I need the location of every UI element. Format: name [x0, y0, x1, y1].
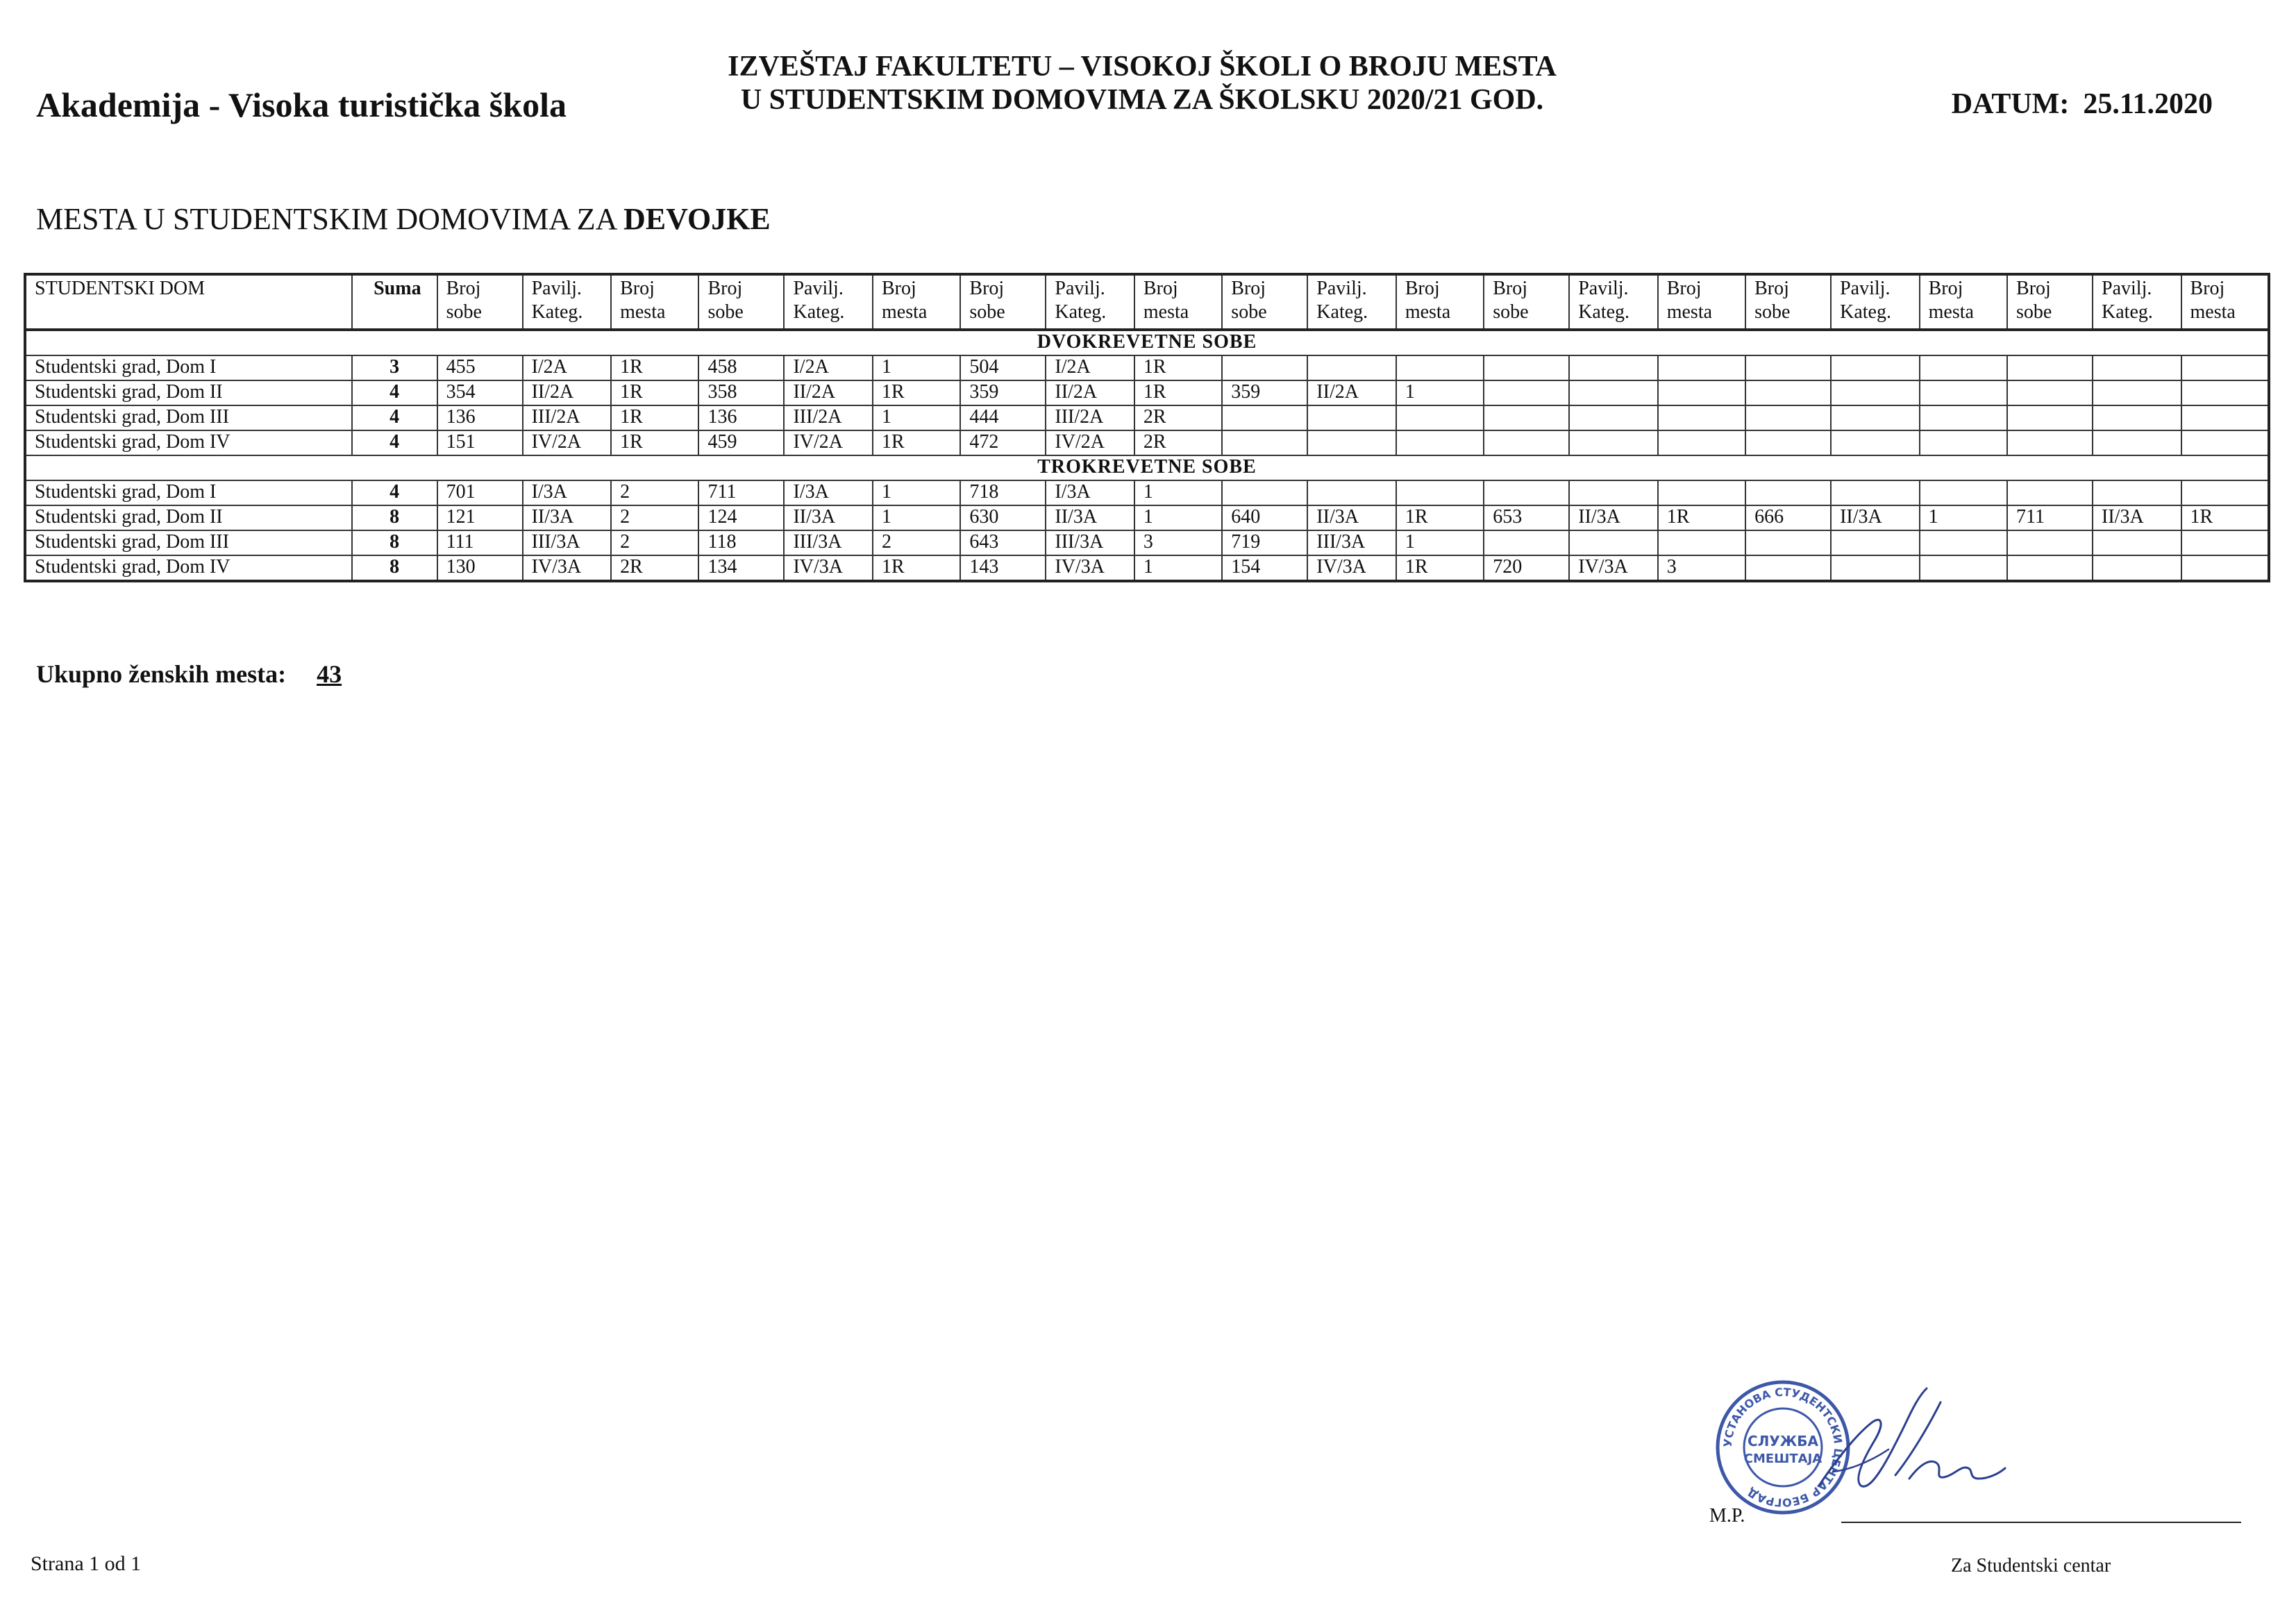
column-header-room-line-2: sobe — [707, 301, 744, 323]
pavilion-category-cell: III/3A — [1307, 530, 1396, 555]
room-number-cell: 653 — [1484, 505, 1569, 530]
places-cell — [1396, 430, 1484, 455]
room-number-cell — [1222, 355, 1307, 380]
table-row — [25, 480, 2269, 505]
pavilion-category-cell — [1569, 530, 1658, 555]
pavilion-category-cell: IV/3A — [523, 555, 612, 581]
places-cell: 2 — [873, 530, 960, 555]
places-cell — [2181, 430, 2269, 455]
places-cell: 1 — [873, 505, 960, 530]
sum-cell: 4 — [352, 480, 437, 505]
column-header-room — [698, 274, 784, 330]
room-number-cell — [1484, 380, 1569, 405]
places-cell — [2181, 555, 2269, 581]
pavilion-category-cell: I/2A — [1046, 355, 1134, 380]
room-number-cell — [1222, 405, 1307, 430]
places-cell: 1R — [873, 430, 960, 455]
dorm-name-cell: Studentski grad, Dom II — [25, 505, 352, 530]
column-header-room-line-2: sobe — [446, 301, 482, 323]
column-header-room-line-2: sobe — [1754, 301, 1791, 323]
pavilion-category-cell — [2093, 405, 2181, 430]
column-header-room — [437, 274, 523, 330]
table-row — [25, 555, 2269, 581]
places-cell: 1 — [1920, 505, 2007, 530]
page-number: Strana 1 od 1 — [31, 1552, 142, 1575]
column-header-sum: Suma — [352, 274, 437, 330]
places-cell: 1R — [2181, 505, 2269, 530]
section-heading — [36, 201, 771, 237]
pavilion-category-cell: II/3A — [1307, 505, 1396, 530]
room-number-cell: 643 — [960, 530, 1046, 555]
column-header-room-line-2: sobe — [2016, 301, 2052, 323]
places-cell — [2181, 480, 2269, 505]
places-cell — [1920, 480, 2007, 505]
pavilion-category-cell: II/3A — [1831, 505, 1920, 530]
pavilion-category-cell: II/3A — [784, 505, 873, 530]
room-number-cell: 136 — [437, 405, 523, 430]
places-cell: 2R — [611, 555, 698, 581]
sum-cell: 4 — [352, 405, 437, 430]
room-number-cell — [2007, 430, 2093, 455]
dorm-places-table — [24, 273, 2270, 582]
room-number-cell: 458 — [698, 355, 784, 380]
places-cell — [1920, 530, 2007, 555]
places-cell: 1R — [873, 380, 960, 405]
column-header-places-line-2: mesta — [2190, 301, 2236, 323]
room-number-cell — [2007, 380, 2093, 405]
pavilion-category-cell — [1569, 430, 1658, 455]
room-number-cell: 359 — [1222, 380, 1307, 405]
sum-cell: 4 — [352, 430, 437, 455]
places-cell — [2181, 405, 2269, 430]
room-number-cell: 136 — [698, 405, 784, 430]
column-header-category — [1831, 274, 1920, 330]
dorm-name-cell: Studentski grad, Dom IV — [25, 555, 352, 581]
sum-cell: 3 — [352, 355, 437, 380]
column-header-category-line-2: Kateg. — [793, 301, 845, 323]
report-title — [694, 50, 1590, 117]
signature-caption: Za Studentski centar — [1951, 1555, 2111, 1576]
column-header-places — [2181, 274, 2269, 330]
room-number-cell — [2007, 555, 2093, 581]
column-header-category-line-2: Kateg. — [1578, 301, 1630, 323]
section-heading-prefix: MESTA U STUDENTSKIM DOMOVIMA ZA — [36, 202, 616, 236]
column-header-places-line-1: Broj — [620, 278, 655, 299]
pavilion-category-cell: III/3A — [1046, 530, 1134, 555]
places-cell: 1 — [1396, 380, 1484, 405]
dorm-name-cell: Studentski grad, Dom II — [25, 380, 352, 405]
column-header-room-line-2: sobe — [1231, 301, 1267, 323]
places-cell: 1 — [873, 480, 960, 505]
column-header-places — [873, 274, 960, 330]
column-header-category — [784, 274, 873, 330]
pavilion-category-cell — [1307, 480, 1396, 505]
column-header-category-line-2: Kateg. — [1840, 301, 1891, 323]
places-cell — [1920, 380, 2007, 405]
places-cell — [1396, 405, 1484, 430]
places-cell — [1658, 355, 1745, 380]
total-female-places — [36, 659, 342, 689]
room-number-cell — [1484, 405, 1569, 430]
column-header-category-line-2: Kateg. — [531, 301, 583, 323]
places-cell: 1 — [873, 405, 960, 430]
places-cell — [2181, 355, 2269, 380]
pavilion-category-cell: III/3A — [784, 530, 873, 555]
pavilion-category-cell: III/2A — [784, 405, 873, 430]
room-number-cell — [1484, 530, 1569, 555]
dorm-name-cell: Studentski grad, Dom I — [25, 480, 352, 505]
stamp-line-2: СМЕШТАЈА — [1743, 1452, 1822, 1466]
room-number-cell: 666 — [1745, 505, 1831, 530]
column-header-places-line-2: mesta — [1666, 301, 1713, 323]
column-header-places-line-1: Broj — [882, 278, 916, 299]
places-cell — [1920, 555, 2007, 581]
pavilion-category-cell: II/2A — [523, 380, 612, 405]
column-header-room-line-2: sobe — [969, 301, 1005, 323]
table-row — [25, 505, 2269, 530]
room-number-cell: 455 — [437, 355, 523, 380]
room-number-cell: 154 — [1222, 555, 1307, 581]
column-header-category-line-1: Pavilj. — [1578, 278, 1629, 299]
pavilion-category-cell — [2093, 380, 2181, 405]
places-cell: 1 — [1134, 505, 1222, 530]
room-number-cell — [1222, 430, 1307, 455]
places-cell: 2 — [611, 480, 698, 505]
column-header-room-line-1: Broj — [969, 278, 1005, 299]
column-header-room — [1222, 274, 1307, 330]
pavilion-category-cell: III/3A — [523, 530, 612, 555]
pavilion-category-cell — [1569, 355, 1658, 380]
room-number-cell: 124 — [698, 505, 784, 530]
column-header-category — [523, 274, 612, 330]
column-header-room — [1484, 274, 1569, 330]
room-number-cell — [1745, 480, 1831, 505]
room-number-cell: 354 — [437, 380, 523, 405]
places-cell — [1920, 430, 2007, 455]
dorm-name-cell: Studentski grad, Dom III — [25, 405, 352, 430]
pavilion-category-cell — [1831, 480, 1920, 505]
pavilion-category-cell: I/3A — [523, 480, 612, 505]
room-number-cell — [1745, 355, 1831, 380]
column-header-room-line-1: Broj — [2016, 278, 2051, 299]
room-number-cell: 359 — [960, 380, 1046, 405]
places-cell — [1658, 380, 1745, 405]
column-header-places-line-2: mesta — [882, 301, 928, 323]
column-header-category — [2093, 274, 2181, 330]
stamp-ring-text: УСТАНОВА СТУДЕНТСКИ ЦЕНТАР БЕОГРАД — [1720, 1385, 1845, 1510]
places-cell — [1658, 530, 1745, 555]
room-number-cell — [2007, 530, 2093, 555]
signature-line — [1841, 1522, 2241, 1523]
pavilion-category-cell — [1831, 555, 1920, 581]
pavilion-category-cell: II/3A — [2093, 505, 2181, 530]
pavilion-category-cell — [1569, 405, 1658, 430]
pavilion-category-cell — [2093, 355, 2181, 380]
room-number-cell — [1484, 355, 1569, 380]
room-number-cell: 459 — [698, 430, 784, 455]
room-number-cell: 701 — [437, 480, 523, 505]
table-row — [25, 380, 2269, 405]
places-cell: 1R — [1134, 355, 1222, 380]
column-header-category — [1569, 274, 1658, 330]
room-number-cell: 111 — [437, 530, 523, 555]
seal-place-label: M.P. — [1709, 1505, 1745, 1527]
institution-name: Akademija - Visoka turistička škola — [36, 85, 567, 124]
group-row-double-rooms — [25, 330, 2269, 355]
pavilion-category-cell: II/2A — [1046, 380, 1134, 405]
places-cell — [1920, 355, 2007, 380]
pavilion-category-cell — [1831, 380, 1920, 405]
date-value: 25.11.2020 — [2083, 88, 2213, 120]
pavilion-category-cell: II/3A — [1046, 505, 1134, 530]
pavilion-category-cell — [1307, 355, 1396, 380]
places-cell — [2181, 530, 2269, 555]
pavilion-category-cell: II/2A — [784, 380, 873, 405]
column-header-category-line-1: Pavilj. — [2102, 278, 2152, 299]
report-title-line-2: U STUDENTSKIM DOMOVIMA ZA ŠKOLSKU 2020/21 GOD. — [740, 84, 1544, 116]
total-value: 43 — [317, 660, 342, 688]
places-cell: 3 — [1658, 555, 1745, 581]
pavilion-category-cell: I/3A — [1046, 480, 1134, 505]
room-number-cell — [2007, 480, 2093, 505]
pavilion-category-cell — [2093, 530, 2181, 555]
room-number-cell — [1484, 430, 1569, 455]
room-number-cell: 358 — [698, 380, 784, 405]
sum-cell: 8 — [352, 555, 437, 581]
report-date — [1952, 87, 2213, 121]
dorm-name-cell: Studentski grad, Dom I — [25, 355, 352, 380]
places-cell: 1R — [1396, 505, 1484, 530]
places-cell — [1920, 405, 2007, 430]
room-number-cell — [2007, 355, 2093, 380]
pavilion-category-cell: I/2A — [523, 355, 612, 380]
room-number-cell: 504 — [960, 355, 1046, 380]
room-number-cell — [1745, 380, 1831, 405]
room-number-cell: 130 — [437, 555, 523, 581]
places-cell: 2 — [611, 530, 698, 555]
table-header-row — [25, 274, 2269, 330]
pavilion-category-cell — [1831, 355, 1920, 380]
places-cell — [1658, 405, 1745, 430]
places-cell: 2R — [1134, 430, 1222, 455]
room-number-cell: 711 — [2007, 505, 2093, 530]
pavilion-category-cell: III/2A — [523, 405, 612, 430]
column-header-places-line-1: Broj — [1666, 278, 1702, 299]
dorm-name-cell: Studentski grad, Dom III — [25, 530, 352, 555]
room-number-cell: 720 — [1484, 555, 1569, 581]
column-header-category-line-1: Pavilj. — [793, 278, 844, 299]
column-header-places — [611, 274, 698, 330]
pavilion-category-cell — [1307, 405, 1396, 430]
pavilion-category-cell — [1307, 430, 1396, 455]
pavilion-category-cell — [1569, 480, 1658, 505]
room-number-cell: 630 — [960, 505, 1046, 530]
dorm-name-cell: Studentski grad, Dom IV — [25, 430, 352, 455]
column-header-room — [960, 274, 1046, 330]
pavilion-category-cell — [1831, 530, 1920, 555]
room-number-cell: 118 — [698, 530, 784, 555]
date-label: DATUM: — [1951, 88, 2070, 120]
places-cell: 1R — [873, 555, 960, 581]
column-header-category-line-1: Pavilj. — [531, 278, 582, 299]
places-cell: 1R — [1658, 505, 1745, 530]
pavilion-category-cell: II/3A — [523, 505, 612, 530]
column-header-room-line-1: Broj — [1754, 278, 1789, 299]
room-number-cell — [1222, 480, 1307, 505]
section-heading-emphasis: DEVOJKE — [623, 202, 771, 236]
pavilion-category-cell: IV/2A — [1046, 430, 1134, 455]
column-header-places-line-2: mesta — [620, 301, 666, 323]
pavilion-category-cell: III/2A — [1046, 405, 1134, 430]
table-row — [25, 355, 2269, 380]
stamp-line-1: СЛУЖБА — [1748, 1433, 1818, 1449]
column-header-category-line-1: Pavilj. — [1840, 278, 1891, 299]
table-row — [25, 530, 2269, 555]
column-header-room-line-1: Broj — [1493, 278, 1527, 299]
room-number-cell: 472 — [960, 430, 1046, 455]
pavilion-category-cell — [2093, 430, 2181, 455]
places-cell: 1R — [611, 355, 698, 380]
column-header-category-line-1: Pavilj. — [1316, 278, 1367, 299]
column-header-places — [1396, 274, 1484, 330]
room-number-cell: 711 — [698, 480, 784, 505]
room-number-cell: 143 — [960, 555, 1046, 581]
room-number-cell: 121 — [437, 505, 523, 530]
column-header-room-line-1: Broj — [1231, 278, 1266, 299]
places-cell — [1396, 480, 1484, 505]
table-body — [25, 330, 2269, 581]
places-cell: 1R — [1134, 380, 1222, 405]
column-header-room — [1745, 274, 1831, 330]
places-cell: 1R — [611, 405, 698, 430]
column-header-places-line-1: Broj — [1928, 278, 1963, 299]
places-cell — [1396, 355, 1484, 380]
pavilion-category-cell — [2093, 555, 2181, 581]
places-cell: 2 — [611, 505, 698, 530]
column-header-dorm: STUDENTSKI DOM — [25, 274, 352, 330]
pavilion-category-cell: IV/2A — [784, 430, 873, 455]
room-number-cell: 444 — [960, 405, 1046, 430]
column-header-places-line-1: Broj — [1405, 278, 1440, 299]
column-header-category-line-2: Kateg. — [1316, 301, 1368, 323]
column-header-places-line-2: mesta — [1405, 301, 1451, 323]
column-header-places — [1134, 274, 1222, 330]
group-row-double-rooms-label: DVOKREVETNE SOBE — [25, 330, 2269, 355]
pavilion-category-cell: II/3A — [1569, 505, 1658, 530]
column-header-category-line-1: Pavilj. — [1055, 278, 1105, 299]
pavilion-category-cell — [1831, 405, 1920, 430]
column-header-room-line-1: Broj — [446, 278, 481, 299]
places-cell — [1658, 430, 1745, 455]
column-header-places-line-2: mesta — [1928, 301, 1974, 323]
room-number-cell: 134 — [698, 555, 784, 581]
places-cell: 1R — [1396, 555, 1484, 581]
places-cell: 2R — [1134, 405, 1222, 430]
places-cell: 1R — [611, 380, 698, 405]
pavilion-category-cell: IV/2A — [523, 430, 612, 455]
column-header-category — [1046, 274, 1134, 330]
places-cell — [1658, 480, 1745, 505]
pavilion-category-cell: I/2A — [784, 355, 873, 380]
column-header-places — [1658, 274, 1745, 330]
places-cell: 1 — [1396, 530, 1484, 555]
room-number-cell — [1745, 430, 1831, 455]
places-cell: 1 — [873, 355, 960, 380]
column-header-category-line-2: Kateg. — [1055, 301, 1107, 323]
column-header-category — [1307, 274, 1396, 330]
column-header-places — [1920, 274, 2007, 330]
pavilion-category-cell — [1831, 430, 1920, 455]
column-header-places-line-1: Broj — [1143, 278, 1178, 299]
pavilion-category-cell: I/3A — [784, 480, 873, 505]
column-header-room-line-2: sobe — [1493, 301, 1529, 323]
total-label: Ukupno ženskih mesta: — [36, 660, 287, 688]
column-header-places-line-1: Broj — [2190, 278, 2225, 299]
table-row — [25, 405, 2269, 430]
places-cell: 1 — [1134, 480, 1222, 505]
pavilion-category-cell — [2093, 480, 2181, 505]
pavilion-category-cell — [1569, 380, 1658, 405]
column-header-places-line-2: mesta — [1143, 301, 1189, 323]
signature-icon — [1805, 1381, 2006, 1513]
room-number-cell — [2007, 405, 2093, 430]
pavilion-category-cell: IV/3A — [1569, 555, 1658, 581]
room-number-cell: 640 — [1222, 505, 1307, 530]
room-number-cell — [1745, 555, 1831, 581]
group-row-triple-rooms — [25, 455, 2269, 480]
room-number-cell: 719 — [1222, 530, 1307, 555]
places-cell — [2181, 380, 2269, 405]
sum-cell: 8 — [352, 505, 437, 530]
pavilion-category-cell: IV/3A — [1307, 555, 1396, 581]
places-cell: 3 — [1134, 530, 1222, 555]
pavilion-category-cell: IV/3A — [1046, 555, 1134, 581]
room-number-cell — [1745, 530, 1831, 555]
table-row — [25, 430, 2269, 455]
report-title-line-1: IZVEŠTAJ FAKULTETU – VISOKOJ ŠKOLI O BROJU MESTA — [728, 51, 1557, 83]
pavilion-category-cell: IV/3A — [784, 555, 873, 581]
sum-cell: 4 — [352, 380, 437, 405]
room-number-cell — [1745, 405, 1831, 430]
column-header-room — [2007, 274, 2093, 330]
column-header-category-line-2: Kateg. — [2102, 301, 2153, 323]
pavilion-category-cell: II/2A — [1307, 380, 1396, 405]
room-number-cell: 718 — [960, 480, 1046, 505]
sum-cell: 8 — [352, 530, 437, 555]
column-header-room-line-1: Broj — [707, 278, 743, 299]
places-cell: 1R — [611, 430, 698, 455]
room-number-cell — [1484, 480, 1569, 505]
group-row-triple-rooms-label: TROKREVETNE SOBE — [25, 455, 2269, 480]
room-number-cell: 151 — [437, 430, 523, 455]
places-cell: 1 — [1134, 555, 1222, 581]
